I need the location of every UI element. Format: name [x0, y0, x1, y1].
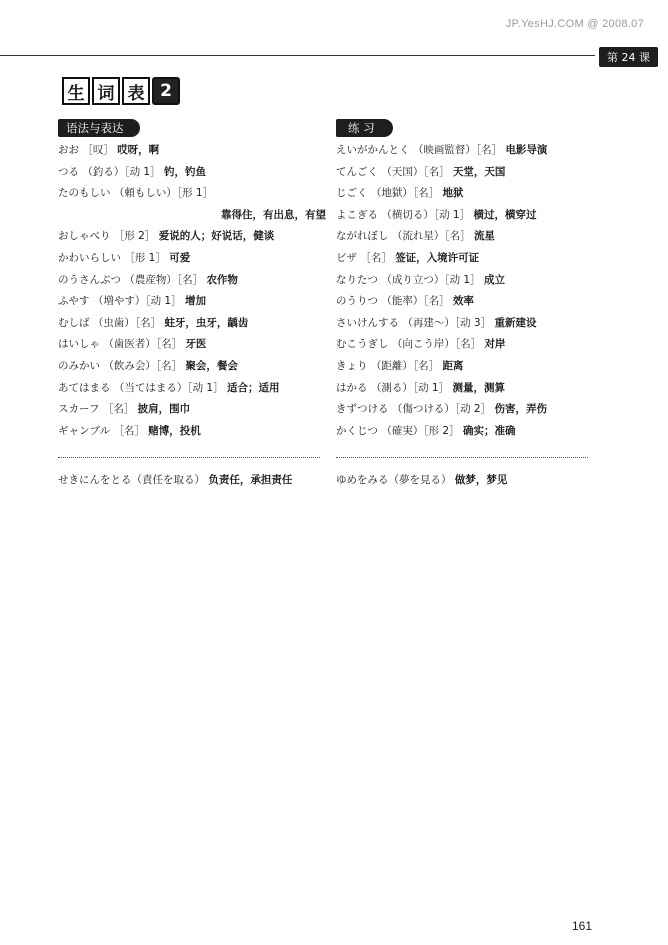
vocab-title-char: 生	[62, 77, 90, 105]
entry-reading: ふやす	[58, 295, 90, 308]
vocab-entry	[336, 337, 596, 351]
entry-meaning: 披肩，围巾	[137, 403, 191, 416]
entry-reading: むしば	[58, 316, 90, 329]
divider-left	[58, 457, 320, 458]
entry-reading: のうさんぶつ	[58, 273, 121, 286]
watermark: JP.YesHJ.COM @ 2008.07	[505, 18, 644, 30]
entry-meaning: 可爱	[169, 251, 191, 264]
vocab-entry	[58, 424, 326, 438]
entry-meaning: 横过，横穿过	[473, 208, 537, 221]
entry-extra: （歯医者）［名］	[103, 338, 183, 351]
vocab-entry	[58, 208, 326, 222]
entry-meaning: 爱说的人；好说话，健谈	[158, 230, 275, 243]
vocab-entry	[336, 229, 596, 243]
entry-meaning: 效率	[452, 295, 474, 308]
entry-meaning: 牙医	[185, 338, 207, 351]
entry-extra: （距離）［名］	[370, 359, 440, 372]
entry-meaning: 靠得住，有出息，有望	[221, 208, 326, 221]
entry-reading: おしゃべり	[58, 230, 111, 243]
entry-extra: ［形 2］	[113, 230, 156, 243]
vocab-entry	[58, 229, 326, 243]
entry-meaning: 测量，测算	[452, 381, 505, 394]
entry-extra: （確実）［形 2］	[381, 424, 460, 437]
entry-reading: せきにんをとる	[58, 474, 132, 486]
entry-extra: （向こう岸）［名］	[391, 338, 482, 351]
entry-extra: （当てはまる）［动 1］	[113, 381, 224, 394]
vocab-entry	[336, 316, 596, 330]
entry-reading: さいけんする	[336, 316, 399, 329]
vocab-title-char: 词	[92, 77, 120, 105]
vocab-entry	[336, 424, 596, 438]
entry-meaning: 确实；准确	[462, 424, 516, 437]
entry-meaning: 重新建设	[494, 316, 537, 329]
entry-meaning: 签证，入境许可证	[395, 251, 480, 264]
entry-reading: ゆめをみる	[336, 474, 389, 486]
entry-extra: （傷つける）［动 2］	[391, 403, 492, 416]
vocab-title-number: 2	[152, 77, 180, 105]
vocab-entry	[58, 143, 326, 157]
entry-meaning: 伤害，弄伤	[494, 403, 547, 416]
entry-extra: （横切る）［动 1］	[381, 208, 471, 221]
entry-extra: （流れ星）［名］	[391, 230, 471, 243]
vocab-entry	[58, 165, 326, 179]
entry-reading: はいしゃ	[58, 338, 100, 351]
entry-extra: ［名］	[360, 251, 392, 264]
entry-reading: えいがかんとく	[336, 144, 410, 156]
entry-reading: ギャンブル	[58, 424, 111, 437]
entry-extra: （映画監督）［名］	[412, 144, 503, 156]
vocab-entry	[336, 208, 596, 222]
entry-extra: （再建～）［动 3］	[402, 316, 492, 329]
vocab-entry	[336, 273, 596, 287]
entry-meaning: 适合；适用	[226, 381, 280, 394]
entry-reading: てんごく	[336, 165, 378, 178]
vocab-entry	[336, 186, 596, 200]
page-number: 161	[571, 919, 592, 933]
section-label-exercise: 练 习	[336, 119, 393, 137]
entry-extra: （飲み会）［名］	[103, 359, 183, 372]
entry-reading: きずつける	[336, 403, 389, 416]
entry-reading: たのもしい	[58, 187, 111, 200]
lesson-tag: 第 24 课	[599, 47, 658, 67]
entry-reading: じごく	[336, 187, 368, 200]
entry-reading: ビザ	[336, 251, 357, 264]
divider-right	[336, 457, 588, 458]
vocab-entry-bottom-left	[58, 472, 292, 487]
entry-reading: よこぎる	[336, 208, 378, 221]
entry-extra: ［名］	[113, 424, 145, 437]
entry-extra: ［叹］	[82, 144, 114, 156]
entry-reading: スカーフ	[58, 403, 100, 416]
vocab-entry-bottom-right	[336, 472, 507, 487]
entry-extra: （農産物）［名］	[124, 273, 204, 286]
entry-reading: むこうぎし	[336, 338, 389, 351]
vocab-entry	[58, 381, 326, 395]
vocab-title-char: 表	[122, 77, 150, 105]
entry-meaning: 增加	[184, 295, 206, 308]
entry-reading: はかる	[336, 381, 368, 394]
vocab-entry	[58, 273, 326, 287]
vocab-entry	[58, 359, 326, 373]
section-label-grammar: 语法与表达	[58, 119, 140, 137]
entry-extra: （天国）［名］	[381, 165, 450, 178]
entry-extra: （夢を見る）	[388, 474, 452, 486]
entry-extra: ［名］	[102, 403, 135, 416]
vocab-entry	[58, 337, 326, 351]
entry-extra: ［形 1］	[124, 251, 166, 264]
entry-reading: かくじつ	[336, 424, 378, 437]
entry-meaning: 负责任，承担责任	[208, 474, 293, 486]
vocab-entry	[336, 359, 596, 373]
vocab-entry	[58, 316, 326, 330]
entry-reading: つる	[58, 165, 79, 178]
entry-reading: おお	[58, 144, 79, 156]
entry-extra: （釣る）［动 1］	[82, 165, 161, 178]
entry-extra: （測る）［动 1］	[370, 381, 450, 394]
entry-meaning: 成立	[483, 273, 505, 286]
vocab-entry	[336, 294, 596, 308]
entry-meaning: 电影导演	[505, 144, 548, 156]
vocab-entry	[336, 143, 596, 157]
vocab-title	[62, 77, 180, 105]
entry-extra: （成り立つ）［动 1］	[381, 273, 481, 286]
vocab-entry	[336, 165, 596, 179]
entry-meaning: 地狱	[442, 187, 464, 200]
vocab-entry	[336, 251, 596, 265]
entry-meaning: 流星	[473, 230, 495, 243]
vocab-entry	[58, 294, 326, 308]
entry-extra: （頼もしい）［形 1］	[113, 187, 214, 200]
entry-meaning: 蛀牙，虫牙，龋齿	[164, 316, 249, 329]
entry-reading: きょり	[336, 359, 368, 372]
entry-meaning: 赌博，投机	[148, 424, 201, 437]
entry-reading: あてはまる	[58, 381, 111, 394]
entry-meaning: 对岸	[484, 338, 506, 351]
entry-meaning: 钓，钓鱼	[163, 165, 206, 178]
vocab-entry	[58, 186, 326, 200]
entry-meaning: 农作物	[206, 273, 238, 286]
entry-reading: ながれぼし	[336, 230, 389, 243]
right-column	[336, 143, 596, 445]
entry-reading: なりたつ	[336, 273, 378, 286]
entry-extra: （能率）［名］	[381, 295, 450, 308]
entry-meaning: 做梦，梦见	[454, 474, 508, 486]
entry-extra: （責任を取る）	[131, 474, 205, 486]
vocab-entry	[336, 381, 596, 395]
entry-meaning: 哎呀，啊	[117, 144, 160, 156]
entry-extra: （地獄）［名］	[370, 187, 440, 200]
entry-reading: かわいらしい	[58, 251, 121, 264]
entry-extra: （増やす）［动 1］	[92, 295, 182, 308]
vocab-entry	[336, 402, 596, 416]
entry-meaning: 天堂，天国	[452, 165, 506, 178]
vocab-entry	[58, 251, 326, 265]
entry-reading: のみかい	[58, 359, 100, 372]
entry-reading: のうりつ	[336, 295, 378, 308]
top-rule	[0, 55, 595, 56]
entry-extra: （虫歯）［名］	[92, 316, 162, 329]
entry-meaning: 聚会，餐会	[185, 359, 238, 372]
vocab-entry	[58, 402, 326, 416]
entry-meaning: 距离	[442, 359, 464, 372]
left-column	[58, 143, 326, 445]
